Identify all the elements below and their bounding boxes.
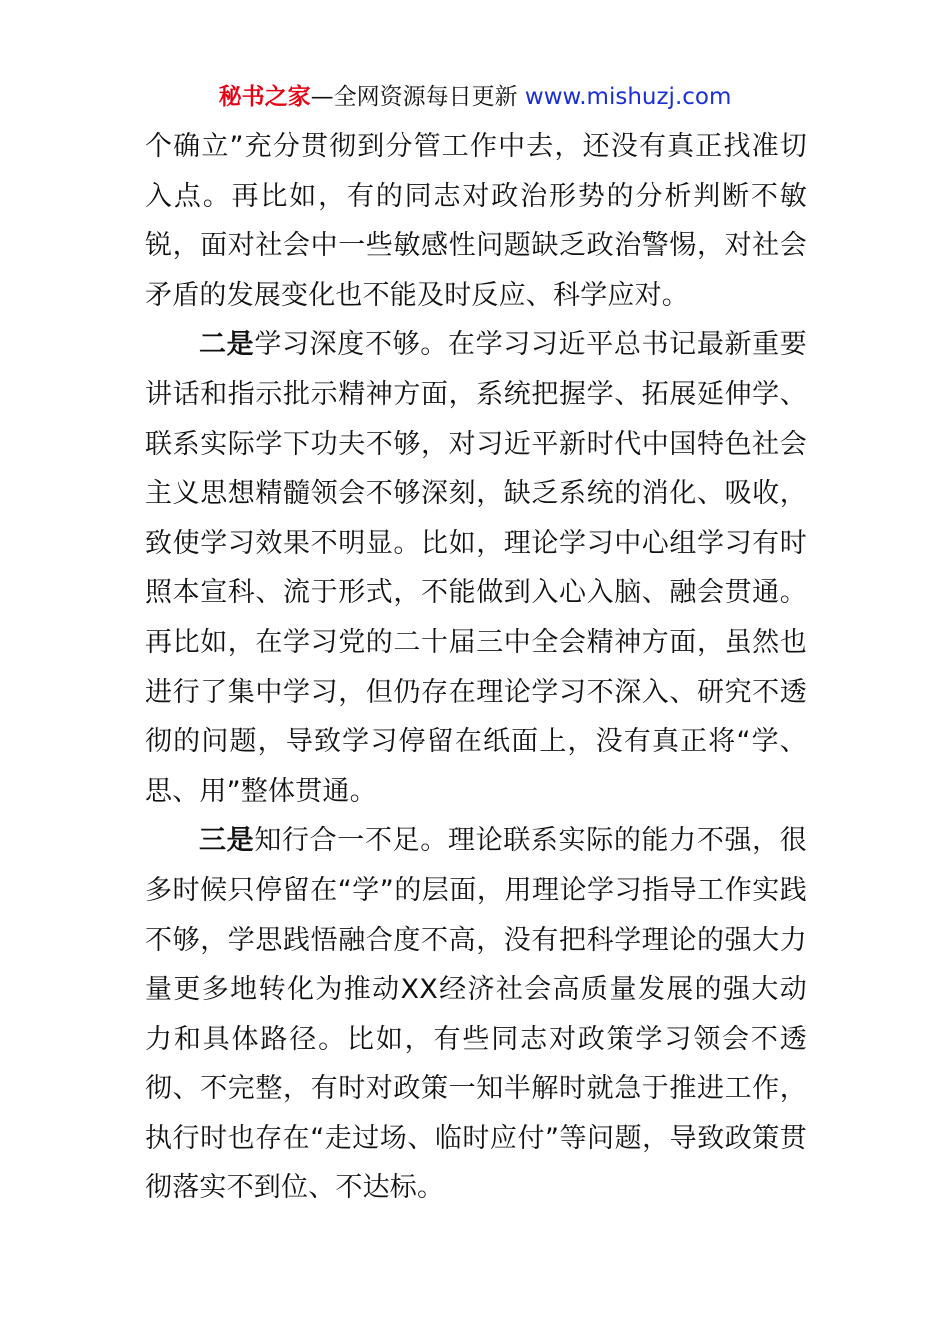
site-url-link[interactable]: www.mishuzj.com xyxy=(524,84,732,110)
page-header xyxy=(0,80,950,114)
brand-name: 秘书之家 xyxy=(218,84,311,110)
paragraph-text: 学习深度不够。在学习习近平总书记最新重要讲话和指示批示精神方面，系统把握学、拓展延伸学、联系实际学下功夫不够，对习近平新时代中国特色社会主义思想精髓领会不够深刻，缺乏系统的消化、吸收，致使学习效果不明显。比如，理论学习中心组学习有时照本宣科、流于形式，不能做到入心入脑、融会贯通。再比如，在学习党的二十届三中全会精神方面，虽然也进行了集中学习，但仍存在理论学习不深入、研究不透彻的问题，导致学习停留在纸面上，没有真正将“学、思、用”整体贯通。 xyxy=(145,329,808,807)
paragraph-lead: 三是 xyxy=(199,825,255,857)
document-body xyxy=(145,122,807,1213)
header-tagline: —全网资源每日更新 xyxy=(310,84,525,110)
paragraph-point-three xyxy=(145,816,807,1213)
paragraph-point-two xyxy=(145,320,807,816)
paragraph-text: 知行合一不足。理论联系实际的能力不强，很多时候只停留在“学”的层面，用理论学习指导工作实践不够，学思践悟融合度不高，没有把科学理论的强大力量更多地转化为推动XX经济社会高质量发展的强大动力和具体路径。比如，有些同志对政策学习领会不透彻、不完整，有时对政策一知半解时就急于推进工作，执行时也存在“走过场、临时应付”等问题，导致政策贯彻落实不到位、不达标。 xyxy=(145,825,808,1204)
paragraph-text: 个确立”充分贯彻到分管工作中去，还没有真正找准切入点。再比如，有的同志对政治形势的分析判断不敏锐，面对社会中一些敏感性问题缺乏政治警惕，对社会矛盾的发展变化也不能及时反应、科学应对。 xyxy=(145,131,807,311)
paragraph-lead: 二是 xyxy=(199,329,255,361)
paragraph-continued xyxy=(145,122,807,320)
